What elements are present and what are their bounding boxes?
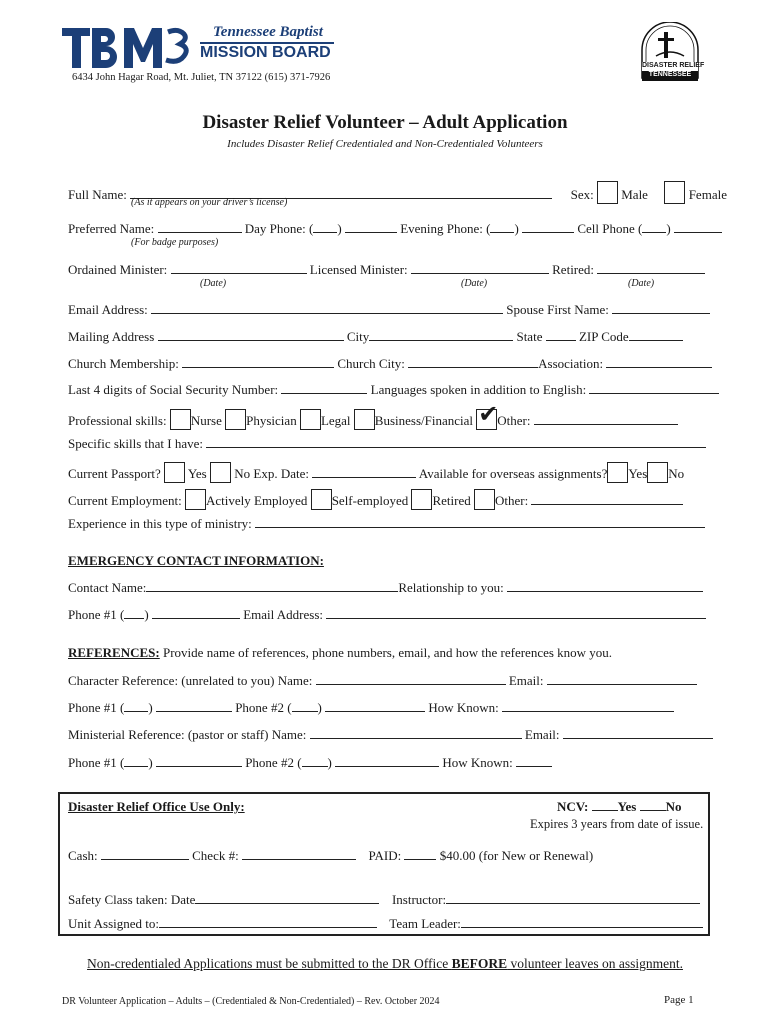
ncv-row: [557, 799, 681, 815]
ministerial-email-field[interactable]: [563, 727, 713, 739]
ministerial-phone1-area[interactable]: [124, 755, 148, 767]
overseas-yes-label: Yes: [628, 466, 648, 481]
specific-label: Specific skills that I have:: [68, 436, 204, 451]
languages-field[interactable]: [589, 382, 719, 394]
character-phone-row: Phone #1 ( ) Phone #2 ( ) How Known:: [68, 700, 674, 716]
ordained-label: Ordained Minister:: [68, 262, 168, 277]
preferred-note: (For badge purposes): [131, 237, 219, 248]
city-label: City: [346, 329, 370, 344]
female-label: Female: [688, 187, 727, 202]
female-checkbox[interactable]: [664, 181, 685, 204]
business-checkbox[interactable]: [354, 409, 375, 430]
ministerial-phone1-label: Phone #1 (: [68, 755, 125, 770]
character-phone1-field[interactable]: [156, 700, 232, 712]
employment-label: Current Employment:: [68, 493, 182, 508]
overseas-no-label: No: [668, 466, 685, 481]
mailing-row: [68, 329, 683, 345]
emergency-phone-area[interactable]: [124, 607, 144, 619]
references-heading: REFERENCES:: [68, 645, 160, 660]
church-city-field[interactable]: [408, 356, 538, 368]
email-row: [68, 302, 710, 318]
office-use-heading: Disaster Relief Office Use Only:: [68, 799, 245, 814]
skills-row: [68, 400, 678, 430]
contact-name-field[interactable]: [146, 580, 398, 592]
paid-field[interactable]: [404, 848, 436, 860]
experience-label: Experience in this type of ministry:: [68, 516, 252, 531]
check-label: Check #:: [192, 848, 239, 863]
other-skill-field[interactable]: [534, 413, 678, 425]
licensed-date-field[interactable]: [411, 262, 549, 274]
cash-field[interactable]: [101, 848, 189, 860]
ministerial-phone-row: Phone #1 ( ) Phone #2 ( ) How Known:: [68, 755, 552, 771]
check-field[interactable]: [242, 848, 356, 860]
notice-pre: Non-credentialed Applications must be submitted to the DR Office: [87, 956, 452, 971]
references-header-row: [68, 645, 612, 661]
other-skill-checkbox[interactable]: [476, 400, 499, 430]
leader-label: Team Leader:: [389, 916, 461, 931]
male-label: Male: [621, 187, 648, 202]
org-name-line1: Tennessee Baptist: [213, 24, 323, 40]
references-instructions: Provide name of references, phone numbers, email, and how the references know you.: [159, 645, 613, 660]
org-name-line2: MISSION BOARD: [200, 44, 331, 61]
cell-phone-label: Cell Phone (: [577, 221, 643, 236]
character-phone2-label: Phone #2 (: [235, 700, 292, 715]
passport-no-checkbox[interactable]: [210, 462, 231, 483]
self-employed-label: Self-employed: [331, 493, 409, 508]
character-phone2-area[interactable]: [292, 700, 318, 712]
expires-note: Expires 3 years from date of issue.: [530, 817, 704, 831]
ministerial-phone2-field[interactable]: [335, 755, 439, 767]
experience-row: [68, 516, 705, 532]
church-row: [68, 356, 712, 372]
unit-field[interactable]: [159, 916, 377, 928]
ncv-yes-field[interactable]: [592, 799, 618, 811]
other-employment-field[interactable]: [531, 493, 683, 505]
contact-name-label: Contact Name:: [68, 580, 147, 595]
email-field[interactable]: [151, 302, 503, 314]
pro-skills-label: Professional skills:: [68, 413, 167, 428]
spouse-label: Spouse First Name:: [506, 302, 609, 317]
ministerial-known-field[interactable]: [516, 755, 552, 767]
specific-row: [68, 436, 706, 452]
full-name-label: Full Name:: [68, 187, 127, 202]
contact-name-row: [68, 580, 703, 596]
ordained-date-field[interactable]: [171, 262, 307, 274]
paid-label: PAID:: [368, 848, 402, 863]
notice-bold: BEFORE: [451, 956, 508, 971]
safety-row: [68, 892, 700, 908]
tbmb-logo-graphic: [62, 22, 197, 72]
zip-field[interactable]: [629, 329, 683, 341]
nurse-label: Nurse: [190, 413, 222, 428]
church-label: Church Membership:: [68, 356, 179, 371]
evening-phone-area[interactable]: [490, 221, 514, 233]
date-note-1: (Date): [200, 278, 227, 289]
character-known-field[interactable]: [502, 700, 674, 712]
minister-row: [68, 262, 705, 278]
overseas-no-checkbox[interactable]: [647, 462, 668, 483]
safety-field[interactable]: [195, 892, 379, 904]
payment-row: [68, 848, 593, 864]
notice-post: volunteer leaves on assignment.: [507, 956, 683, 971]
passport-row: [68, 462, 684, 483]
character-ref-field[interactable]: [316, 673, 506, 685]
page-number: Page 1: [664, 994, 694, 1006]
checkmark-icon: ✔: [478, 400, 499, 428]
association-label: Association:: [538, 356, 604, 371]
ssn-field[interactable]: [281, 382, 367, 394]
emergency-email-label: Email Address:: [243, 607, 323, 622]
page-title: Disaster Relief Volunteer – Adult Application: [202, 112, 568, 133]
character-email-label: Email:: [508, 673, 544, 688]
retired-date-field[interactable]: [597, 262, 705, 274]
association-field[interactable]: [606, 356, 712, 368]
retired-label: Retired:: [552, 262, 595, 277]
exp-date-field[interactable]: [312, 466, 416, 478]
character-known-label: How Known:: [428, 700, 499, 715]
evening-phone-field[interactable]: [522, 221, 574, 233]
day-phone-field[interactable]: [345, 221, 397, 233]
zip-label: ZIP Code: [578, 329, 629, 344]
emergency-phone-field[interactable]: [152, 607, 240, 619]
ncv-no-label: No: [665, 799, 682, 814]
ministerial-known-label: How Known:: [442, 755, 513, 770]
other-employment-checkbox[interactable]: [474, 489, 495, 510]
physician-label: Physician: [246, 413, 297, 428]
actively-employed-label: Actively Employed: [205, 493, 308, 508]
actively-employed-checkbox[interactable]: [185, 489, 206, 510]
church-field[interactable]: [182, 356, 334, 368]
ministerial-ref-row: [68, 727, 713, 743]
passport-yes-label: Yes: [187, 466, 207, 481]
city-field[interactable]: [369, 329, 513, 341]
relationship-label: Relationship to you:: [398, 580, 504, 595]
emergency-email-field[interactable]: [326, 607, 706, 619]
evening-phone-label: Evening Phone: (: [400, 221, 491, 236]
state-field[interactable]: [546, 329, 576, 341]
passport-yes-checkbox[interactable]: [164, 462, 185, 483]
nurse-checkbox[interactable]: [170, 409, 191, 430]
ssn-label: Last 4 digits of Social Security Number:: [68, 382, 279, 397]
ministerial-phone2-label: Phone #2 (: [245, 755, 302, 770]
preferred-name-field[interactable]: [158, 221, 242, 233]
character-phone2-field[interactable]: [325, 700, 425, 712]
emergency-phone-row: Phone #1 ( ) Email Address:: [68, 607, 706, 623]
emergency-heading: EMERGENCY CONTACT INFORMATION:: [68, 553, 324, 568]
ncv-no-field[interactable]: [640, 799, 666, 811]
instructor-label: Instructor:: [391, 892, 447, 907]
ncv-label: NCV:: [557, 799, 589, 814]
male-checkbox[interactable]: [597, 181, 618, 204]
preferred-name-label: Preferred Name:: [68, 221, 155, 236]
mailing-label: Mailing Address: [68, 329, 155, 344]
badge-top-text: DISASTER RELIEF: [642, 62, 705, 69]
other-employment-label: Other:: [495, 493, 529, 508]
email-label: Email Address:: [68, 302, 148, 317]
mailing-field[interactable]: [158, 329, 344, 341]
exp-date-label: No Exp. Date:: [234, 466, 309, 481]
ssn-row: [68, 382, 719, 398]
preferred-name-row: Preferred Name: Day Phone: ( ) Evening Phone: ( ) Cell Phone ( ): [68, 221, 722, 237]
spouse-field[interactable]: [612, 302, 710, 314]
fee-label: $40.00 (for New or Renewal): [439, 848, 594, 863]
languages-label: Languages spoken in addition to English:: [370, 382, 587, 397]
specific-field[interactable]: [206, 436, 706, 448]
relationship-field[interactable]: [507, 580, 703, 592]
ncv-yes-label: Yes: [617, 799, 637, 814]
self-employed-checkbox[interactable]: [311, 489, 332, 510]
character-phone1-area[interactable]: [124, 700, 148, 712]
employment-row: [68, 489, 683, 510]
ministerial-ref-field[interactable]: [310, 727, 522, 739]
ministerial-phone1-field[interactable]: [156, 755, 242, 767]
sex-label: Sex:: [570, 187, 594, 202]
day-phone-area[interactable]: [313, 221, 337, 233]
character-phone1-label: Phone #1 (: [68, 700, 125, 715]
legal-checkbox[interactable]: [300, 409, 321, 430]
passport-label: Current Passport?: [68, 466, 161, 481]
business-label: Business/Financial: [374, 413, 474, 428]
licensed-label: Licensed Minister:: [309, 262, 408, 277]
overseas-label: Available for overseas assignments?: [418, 466, 608, 481]
character-ref-row: [68, 673, 697, 689]
character-ref-label: Character Reference: (unrelated to you) Name:: [68, 673, 313, 688]
full-name-note: (As it appears on your driver’s license): [131, 197, 288, 208]
org-address: 6434 John Hagar Road, Mt. Juliet, TN 37122 (615) 371-7926: [72, 72, 331, 83]
overseas-yes-checkbox[interactable]: [607, 462, 628, 483]
cell-phone-area[interactable]: [642, 221, 666, 233]
date-note-2: (Date): [461, 278, 488, 289]
emergency-phone-label: Phone #1 (: [68, 607, 125, 622]
character-email-field[interactable]: [547, 673, 697, 685]
retired-label: Retired: [432, 493, 471, 508]
ministerial-ref-label: Ministerial Reference: (pastor or staff) Name:: [68, 727, 307, 742]
cell-phone-field[interactable]: [674, 221, 722, 233]
physician-checkbox[interactable]: [225, 409, 246, 430]
cash-label: Cash:: [68, 848, 98, 863]
tbmb-logo: [62, 22, 197, 72]
ministerial-phone2-area[interactable]: [302, 755, 328, 767]
experience-field[interactable]: [255, 516, 705, 528]
state-label: State: [516, 329, 543, 344]
legal-label: Legal: [320, 413, 351, 428]
page-subtitle: Includes Disaster Relief Credentialed and Non-Credentialed Volunteers: [227, 138, 543, 150]
other-skill-label: Other:: [497, 413, 531, 428]
instructor-field[interactable]: [446, 892, 700, 904]
safety-label: Safety Class taken: Date: [68, 892, 196, 907]
submission-notice: [0, 956, 770, 972]
leader-field[interactable]: [461, 916, 703, 928]
disaster-relief-badge: [638, 22, 705, 82]
date-note-3: (Date): [628, 278, 655, 289]
church-city-label: Church City:: [337, 356, 405, 371]
retired-checkbox[interactable]: [411, 489, 432, 510]
doc-info: DR Volunteer Application – Adults – (Credentialed & Non-Credentialed) – Rev. October 2024: [62, 996, 440, 1007]
badge-bottom-text: TENNESSEE: [642, 71, 698, 81]
unit-label: Unit Assigned to:: [68, 916, 160, 931]
ministerial-email-label: Email:: [524, 727, 560, 742]
day-phone-label: Day Phone: (: [244, 221, 314, 236]
unit-row: [68, 916, 703, 932]
